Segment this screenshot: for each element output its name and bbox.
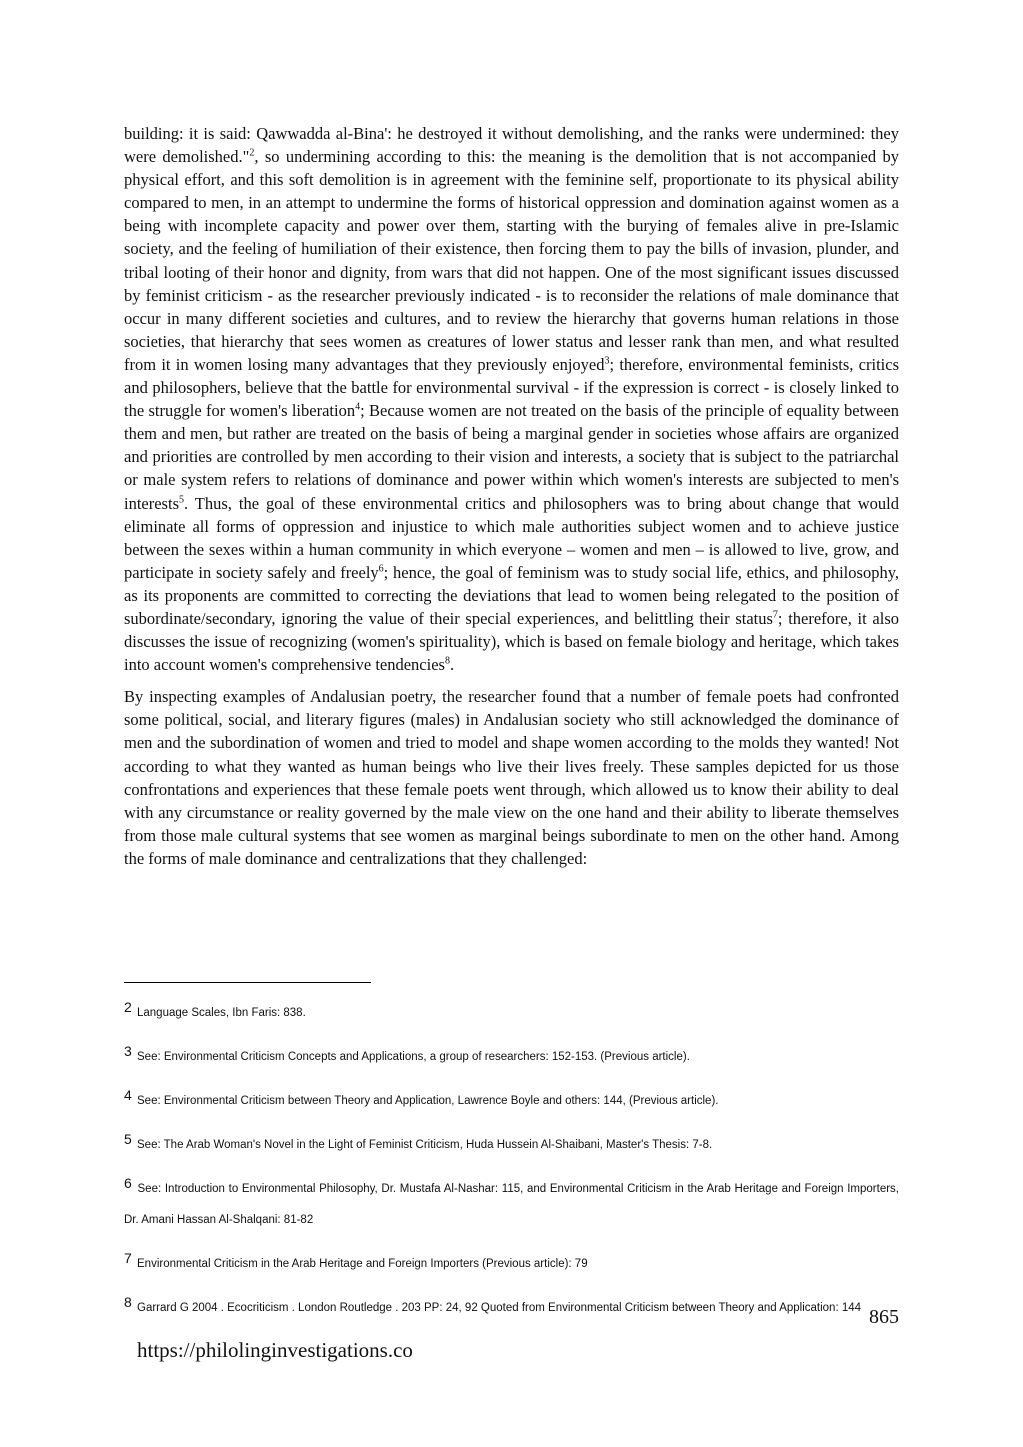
footnote-text: Garrard G 2004 . Ecocriticism . London Routledge . 203 PP: 24, 92 Quoted from Environmental Criticism between Theory and Application: 144	[137, 1302, 862, 1314]
footnote-text: See: Introduction to Environmental Philosophy, Dr. Mustafa Al-Nashar: 115, and Environmental Criticism in the Arab Heritage and Foreign Importers, Dr. Amani Hassan Al-Shalqani: 81-82	[124, 1183, 899, 1226]
page-number: 865	[869, 1306, 899, 1328]
footnote-separator	[124, 982, 371, 983]
text-run: ; Because women are not treated on the basis of the principle of equality between them and men, but rather are treated on the basis of being a marginal gender in societies whose affairs are organized and priorities are controlled by men according to their vision and interests, a society that is subject to the patriarchal or male system refers to relations of dominance and power within which women's interests are subjected to men's interests	[124, 401, 899, 513]
text-run: ; hence, the goal of feminism was to study social life, ethics, and philosophy, as its proponents are committed to correcting the deviations that lead to women being relegated to the position of subordinate/secondary, ignoring the value of their special experiences, and belittling their status	[124, 562, 899, 628]
footnote-2	[124, 992, 899, 1029]
footnote-6	[124, 1168, 899, 1236]
journal-url[interactable]: https://philolinginvestigations.co	[137, 1338, 413, 1362]
footnote-number: 7	[124, 1250, 132, 1266]
footnote-number: 4	[124, 1087, 132, 1103]
footnote-number: 8	[124, 1294, 132, 1310]
footnote-5	[124, 1124, 899, 1161]
text-run: , so undermining according to this: the meaning is the demolition that is not accompanied by physical effort, and this soft demolition is in agreement with the feminine self, proportionate to its physical ability compared to men, in an attempt to undermine the forms of historical oppression and domination against women as a being with incomplete capacity and power over them, starting with the burying of females alive in pre-Islamic society, and the feeling of humiliation of their existence, then forcing them to pay the bills of invasion, plunder, and tribal looting of their honor and dignity, from wars that did not happen. One of the most significant issues discussed by feminist criticism - as the researcher previously indicated - is to reconsider the relations of male dominance that occur in many different societies and cultures, and to review the hierarchy that governs human relations in those societies, that hierarchy that sees women as creatures of lower status and lesser rank than men, and what resulted from it in women losing many advantages that they previously enjoyed	[124, 147, 899, 374]
text-run: ; therefore, it also discusses the issue of recognizing (women's spirituality), which is based on female biology and heritage, which takes into account women's comprehensive tendencies	[124, 608, 899, 675]
footnote-ref-8[interactable]: 8	[444, 655, 450, 667]
footnote-ref-7[interactable]: 7	[772, 609, 778, 621]
footnote-number: 3	[124, 1043, 132, 1059]
footnote-text: Environmental Criticism in the Arab Heritage and Foreign Importers (Previous article): 79	[137, 1258, 588, 1270]
footnote-ref-2[interactable]: 2	[249, 147, 255, 159]
footnote-ref-6[interactable]: 6	[378, 563, 384, 575]
footnote-text: See: Environmental Criticism Concepts and Applications, a group of researchers: 152-153. (Previous article).	[137, 1051, 690, 1063]
footnote-text: See: The Arab Woman's Novel in the Light of Feminist Criticism, Huda Hussein Al-Shaibani, Master's Thesis: 7-8.	[137, 1139, 713, 1151]
footnote-number: 5	[124, 1131, 132, 1147]
footnote-ref-3[interactable]: 3	[604, 355, 610, 367]
footnote-number: 6	[124, 1175, 132, 1191]
body-text	[124, 122, 899, 879]
text-run: . Thus, the goal of these environmental critics and philosophers was to bring about change that would eliminate all forms of oppression and injustice to which male authorities subject women and to achieve justice between the sexes within a human community in which everyone – women and men – is allowed to live, grow, and participate in society safely and freely	[124, 493, 899, 582]
footnote-8	[124, 1287, 899, 1324]
footnote-ref-5[interactable]: 5	[179, 494, 184, 505]
footnote-text: See: Environmental Criticism between Theory and Application, Lawrence Boyle and others: 144, (Previous article).	[137, 1095, 719, 1107]
footnote-text: Language Scales, Ibn Faris: 838.	[137, 1007, 306, 1019]
paragraph-1	[124, 122, 899, 676]
text-run: .	[449, 655, 455, 675]
paragraph-2: By inspecting examples of Andalusian poetry, the researcher found that a number of female poets had confronted some political, social, and literary figures (males) in Andalusian society who still acknowledged the dominance of men and the subordination of women and tried to model and shape women according to the molds they wanted! Not according to what they wanted as human beings who live their lives freely. These samples depicted for us those confrontations and experiences that these female poets went through, which allowed us to know their ability to deal with any circumstance or reality governed by the male view on the one hand and their ability to liberate themselves from those male cultural systems that see women as marginal beings subordinate to men on the other hand. Among the forms of male dominance and centralizations that they challenged:	[124, 687, 899, 868]
footnotes	[124, 992, 899, 1331]
footnote-number: 2	[124, 999, 132, 1015]
footnote-ref-4[interactable]: 4	[355, 401, 361, 413]
text-run: ; therefore, environmental feminists, critics and philosophers, believe that the battle for environmental survival - if the expression is correct - is closely linked to the struggle for women's liberation	[124, 354, 899, 421]
footnote-7	[124, 1243, 899, 1280]
footnote-4	[124, 1080, 899, 1117]
footnote-3	[124, 1036, 899, 1073]
text-run: building: it is said: Qawwadda al-Bina': he destroyed it without demolishing, and the ranks were undermined: they were demolished."	[124, 124, 899, 167]
